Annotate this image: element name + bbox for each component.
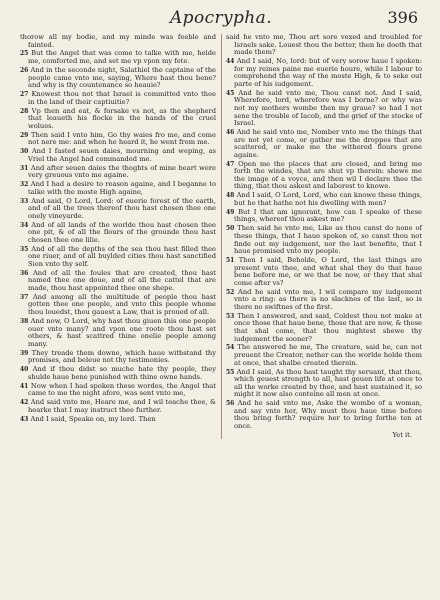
verse [20, 383, 216, 398]
verse [20, 165, 216, 180]
verse-number: 34 [20, 221, 29, 229]
verse-text: And of all the depths of the sea thou hast filled thee one riuer, and of all buylded cities thou hast sanctified Sion vnto thy self. [28, 244, 216, 268]
verse-text: And among all the multitude of people thou hast gotten thee one people, and vnto this people whome thou louedst, thou gauest a Law, that is proued of all. [28, 292, 216, 317]
verse-number: 46 [226, 129, 235, 137]
verse [20, 108, 216, 131]
verse-number: 47 [226, 160, 235, 168]
verse-text: And he said vnto me, Aske the wombe of a woman, and say vnto her, Why must thou haue time before thou bring forth? require her to bring forthe ten at once. [234, 399, 422, 430]
verse-number: 40 [20, 366, 29, 374]
verse-text: Open me the places that are closed, and bring me forth the windes, that are shut vp therein: shewe me the image of a voyce, and then wil I declare thee the thing, that thou askest and laborest to knowe. [234, 159, 422, 191]
verse-text: And of all the foules that are created, thou hast named thee one doue, and of all the cattel that are made, thou hast appointed thee one shepe. [28, 268, 216, 292]
verse-text: Now when I had spoken these wordes, the Angel that came to me the night afore, was sent vnto me, [28, 381, 216, 398]
verse-number: 27 [20, 91, 29, 99]
verse-text: And I said, O Lord, Lord, who can knowe these things, but he that hathe not his dwelling with men? [234, 191, 422, 207]
right-column [226, 34, 422, 439]
verse [20, 181, 216, 196]
verse [20, 34, 216, 49]
verse-number: 26 [20, 66, 29, 74]
verse [226, 161, 422, 191]
verse [20, 222, 216, 245]
verse [226, 400, 422, 430]
verse-number: 55 [226, 368, 235, 376]
verse-number: 37 [20, 293, 29, 301]
verse [226, 209, 422, 224]
verse [20, 132, 216, 147]
verse-text: Then said I vnto him, Go thy waies fro me, and come not nere me: and when he heard it, he went from me. [28, 130, 216, 147]
verse-text: thorow all my bodie, and my minde was feeble and fainted. [20, 33, 216, 49]
verse-text: And I had a desire to reason againe, and I beganne to talke with the moste High againe, [28, 180, 216, 196]
verse [20, 350, 216, 365]
verse [20, 67, 216, 90]
verse-text: And he said vnto me, Nomber vnto me the things that are not yet come, or gather me the droppes that are scattered, or make me the withered flours grene againe. [234, 128, 422, 159]
verse-number: 30 [20, 148, 29, 156]
verse-number: 35 [20, 245, 29, 253]
left-column [20, 34, 216, 439]
verse-text: Then said he vnto me, Like as thou canst do none of these things, that I haue spoken of, so canst thou not finde out my iudgement, nor the last benefite, that I haue promised vnto my people. [234, 224, 422, 256]
verse-number: 38 [20, 317, 29, 325]
verse-text: And I said, As thou hast taught thy seruant, that thou, which geuest strength to all, hast geuen life at once to all the worke created by thee, and hast sustained it, so might it now also conteine all men at once. [234, 367, 422, 399]
verse-number: 33 [20, 197, 29, 205]
verse [226, 257, 422, 287]
right-verses [226, 34, 422, 431]
verse-text: And I said, No, lord: but of very sorow haue I spoken: for my reines paine me euerie houre, while I labour to comprehend the way of the moste High, & to seke out parte of his iudgement. [234, 57, 422, 88]
verse-text: And he said vnto me, I wil compare my iudgement vnto a ring: as there is no slacknes of the last, so is there no swiftnes of the first. [234, 287, 422, 311]
verse-text: And I fasted seuen daies, mourning and weping, as Vriel the Angel had commanded me. [28, 147, 216, 163]
verse-number: 44 [226, 58, 235, 66]
verse-number: 49 [226, 208, 235, 216]
verse [20, 50, 216, 65]
verse-text: And after seuen daies the thoghts of mine heart were very greuous vnto me againe. [28, 163, 216, 180]
verse-text: And if thou didst so muche hate thy people, they shulde haue bene punished with thine owne hands. [28, 365, 216, 381]
verse [226, 58, 422, 88]
verse [226, 289, 422, 312]
verse-text: But I that am ignorant, how can I speake of these things, whereof thou askest me? [234, 207, 422, 224]
verse [20, 399, 216, 414]
verse-number: 50 [226, 225, 235, 233]
verse-number: 48 [226, 192, 235, 200]
verse-text: And in the seconde night, Salathiel the captaine of the people came vnto me, saying, Where hast thou bene? and why is thy countenance so heauie? [28, 65, 216, 90]
catchword: Yet it. [392, 430, 412, 439]
verse-number: 29 [20, 131, 29, 139]
verse [226, 344, 422, 367]
page-header [20, 8, 422, 32]
verse-number: 42 [20, 399, 29, 407]
verse-number: 45 [226, 89, 235, 97]
verse-number: 25 [20, 50, 29, 58]
verse-number: 52 [226, 288, 235, 296]
verse [226, 225, 422, 255]
verse [20, 318, 216, 348]
verse-text: Then I said, Beholde, O Lord, the last things are present vnto thee, and what shal they do that haue bene before me, or we that be now, or they that shal come after vs? [234, 256, 422, 287]
column-divider [221, 34, 222, 439]
verse [20, 366, 216, 381]
verse-number: 56 [226, 400, 235, 408]
verse-number: 51 [226, 257, 235, 264]
verse [226, 90, 422, 128]
verse [20, 416, 216, 424]
verse-number: 28 [20, 107, 29, 115]
verse-text: The answered he me, The creature, said he, can not preuent the Creator, nether can the worlde holde them at once, that shalbe created therein. [234, 343, 422, 367]
verse-number: 54 [226, 344, 235, 352]
running-title: Apocrypha. [169, 8, 272, 28]
page-number: 396 [387, 8, 418, 27]
verse-number: 53 [226, 312, 235, 320]
verse [20, 270, 216, 293]
verse-text: Knowest thou not that Israel is committed vnto thee in the land of their captiuitie? [28, 90, 216, 106]
verse [20, 148, 216, 163]
verse-text: And of all lands of the worlde thou hast chosen thee one pit, & of all the flours of the grounde thou hast chosen thee one lilie. [28, 220, 216, 244]
verse-number: 43 [20, 415, 29, 423]
text-columns [20, 34, 422, 439]
verse [226, 129, 422, 159]
verse [20, 294, 216, 317]
verse [226, 313, 422, 343]
verse [20, 246, 216, 269]
verse [20, 198, 216, 221]
verse-text: And he said vnto me, Thou canst not. And I said, Wherefore, lord, wherefore was I borne? or why was not my mothers wombe then my graue? so had I not sene the trouble of Iacob, and the grief of the stocke of Israel. [234, 88, 422, 128]
verse [20, 91, 216, 106]
verse-number: 36 [20, 269, 29, 277]
verse-text: And now, O Lord, why hast thou giuen this one people ouer vnto many? and vpon one roote thou hast set others, & hast scattred thine onelie people among many. [28, 316, 216, 348]
verse [226, 369, 422, 399]
verse [226, 34, 422, 57]
verse-text: said he vnto me, Thou art sore vexed and troubled for Israels sake. Louest thou the better, then he doeth that made them? [226, 33, 422, 57]
verse-text: But the Angel that was come to talke with me, helde me, comforted me, and set me vp vpon my fete. [28, 49, 216, 66]
verse-text: Vp then and eat, & forsake vs not, as the shepherd that leaueth his flocke in the hands of the cruel wolues. [28, 106, 216, 130]
verse-text: They treade them downe, which haue withstand thy promises, and beleue not thy testimonies. [28, 348, 216, 365]
verse-text: And said vnto me, Heare me, and I wil teache thee, & hearke that I may instruct thee further. [28, 398, 216, 414]
verse-number: 39 [20, 349, 29, 357]
verse-text: And said, O Lord, Lord: of euerie forest of the earth, and of all the trees thereof thou hast chosen thee one onely vineyarde. [28, 196, 216, 220]
verse-number: 41 [20, 382, 29, 390]
verse-number: 32 [20, 181, 29, 189]
verse-text: And I said, Speake on, my lord. Then [30, 414, 156, 423]
verse [226, 192, 422, 207]
verse-text: Then I answered, and said, Coldest thou not make at once those that haue bene, those that are now, & those that shal come, that thou mightest shewe thy iudgement the sooner? [234, 311, 422, 343]
verse-number: 31 [20, 164, 29, 172]
